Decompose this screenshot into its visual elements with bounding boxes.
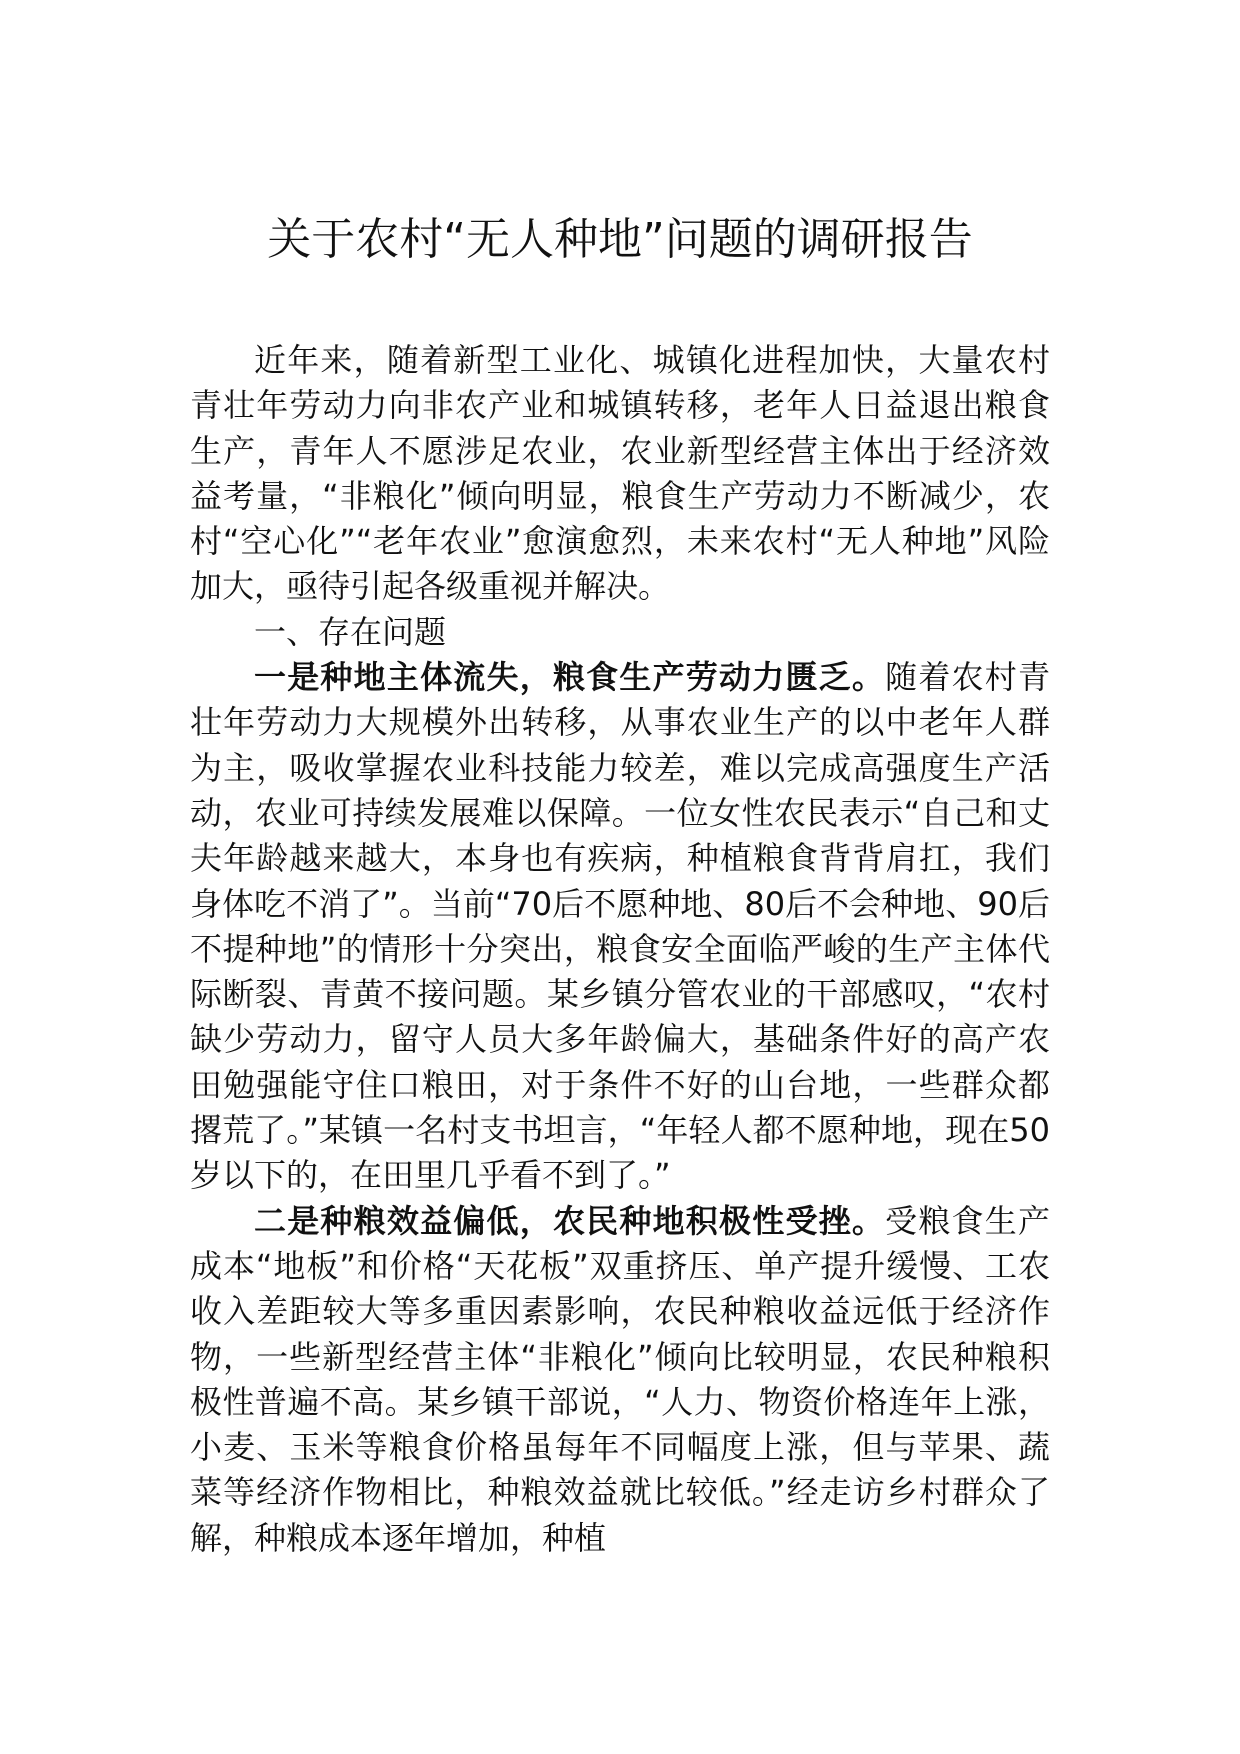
intro-paragraph: 近年来，随着新型工业化、城镇化进程加快，大量农村青壮年劳动力向非农产业和城镇转移，老年人日益退出粮食生产，青年人不愿涉足农业，农业新型经营主体出于经济效益考量，“非粮化”倾向明显，粮食生产劳动力不断减少，农村“空心化”“老年农业”愈演愈烈，未来农村“无人种地”风险加大，亟待引起各级重视并解决。 <box>190 341 1050 606</box>
section-heading: 一、存在问题 <box>254 612 447 651</box>
point-one-paragraph <box>190 655 1050 1199</box>
document-title: 关于农村“无人种地”问题的调研报告 <box>267 214 973 265</box>
point-two-lead: 二是种粮效益偏低，农民种地积极性受挫。 <box>254 1201 886 1240</box>
point-two-body: 受粮食生产成本“地板”和价格“天花板”双重挤压、单产提升缓慢、工农收入差距较大等多重因素影响，农民种粮收益远低于经济作物，一些新型经营主体“非粮化”倾向比较明显，农民种粮积极性普遍不高。某乡镇干部说，“人力、物资价格连年上涨，小麦、玉米等粮食价格虽每年不同幅度上涨，但与苹果、蔬菜等经济作物相比，种粮效益就比较低。”经走访乡村群众了解，种粮成本逐年增加，种植 <box>190 1201 1050 1557</box>
point-one-lead: 一是种地主体流失，粮食生产劳动力匮乏。 <box>254 658 886 697</box>
document-body <box>190 338 1050 1561</box>
point-two-paragraph <box>190 1199 1050 1561</box>
point-one-body: 随着农村青壮年劳动力大规模外出转移，从事农业生产的以中老年人群为主，吸收掌握农业科技能力较差，难以完成高强度生产活动，农业可持续发展难以保障。一位女性农民表示“自己和丈夫年龄越来越大，本身也有疾病，种植粮食背背肩扛，我们身体吃不消了”。当前“70后不愿种地、80后不会种地、90后不提种地”的情形十分突出，粮食安全面临严峻的生产主体代际断裂、青黄不接问题。某乡镇分管农业的干部感叹，“农村缺少劳动力，留守人员大多年龄偏大，基础条件好的高产农田勉强能守住口粮田，对于条件不好的山台地，一些群众都撂荒了。”某镇一名村支书坦言，“年轻人都不愿种地，现在50岁以下的，在田里几乎看不到了。” <box>190 658 1050 1195</box>
